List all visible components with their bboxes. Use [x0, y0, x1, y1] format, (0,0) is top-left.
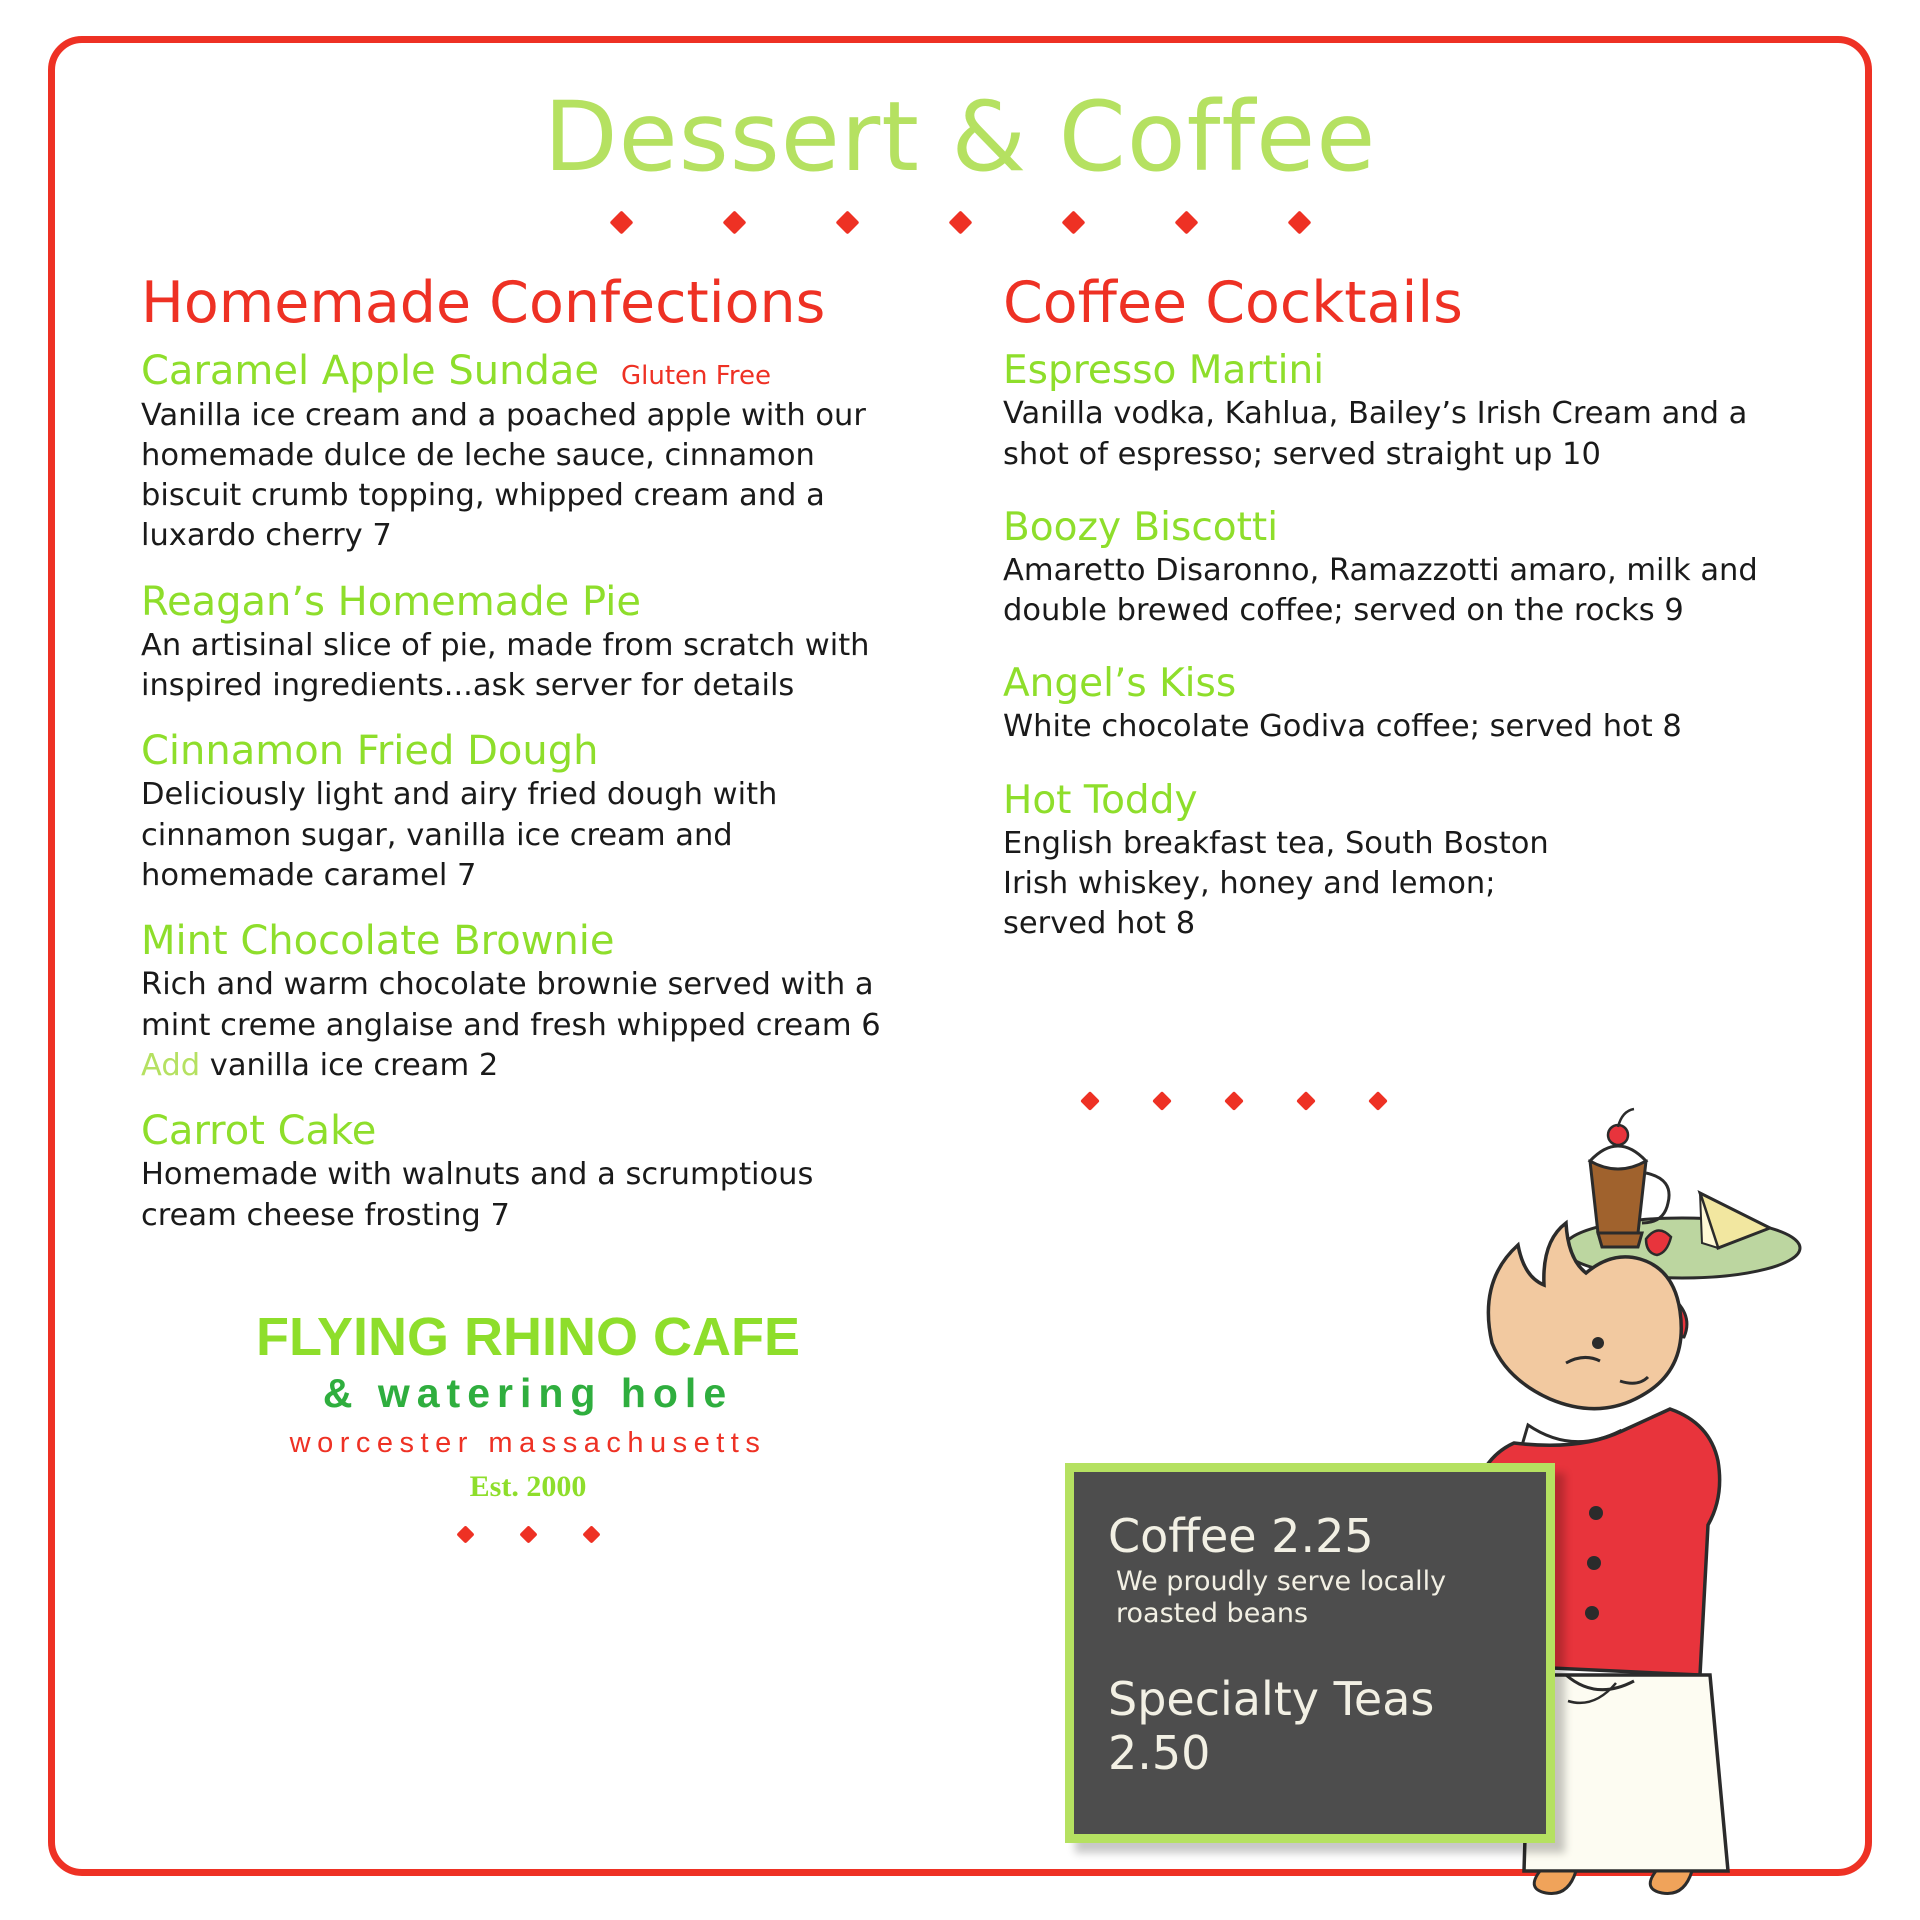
menu-item-description: Vanilla vodka, Kahlua, Bailey’s Irish Cream and a shot of espresso; served straight up 10: [1003, 396, 1748, 472]
menu-item-tag: Gluten Free: [621, 361, 771, 392]
menu-item-name: Carrot Cake: [141, 1108, 377, 1155]
menu-item-name: Mint Chocolate Brownie: [141, 918, 615, 965]
diamond-icon: [519, 1525, 537, 1543]
menu-item-addon: [141, 1046, 975, 1086]
diamond-icon: [1080, 1092, 1100, 1112]
menu-item-name: Espresso Martini: [1003, 348, 1325, 394]
page-title: Dessert & Coffee: [543, 81, 1377, 193]
menu-item-description: Homemade with walnuts and a scrumptious cream cheese frosting 7: [141, 1157, 814, 1233]
diamond-divider-logo: [81, 1528, 975, 1541]
menu-item-name: Caramel Apple Sundae: [141, 348, 599, 395]
diamond-icon: [1061, 210, 1085, 234]
menu-item-description: Rich and warm chocolate brownie served with a mint creme anglaise and fresh whipped cream 6: [141, 967, 881, 1043]
menu-item-description: Deliciously light and airy fried dough with cinnamon sugar, vanilla ice cream and homemade caramel 7: [141, 777, 778, 893]
menu-item-name: Angel’s Kiss: [1003, 661, 1237, 707]
menu-item-name: Reagan’s Homemade Pie: [141, 578, 641, 625]
diamond-icon: [1296, 1092, 1316, 1112]
menu-item: [141, 728, 975, 896]
menu-item-name: Boozy Biscotti: [1003, 504, 1279, 550]
menu-item: [141, 1108, 975, 1236]
menu-item-description: English breakfast tea, South Boston Irish whiskey, honey and lemon; served hot 8: [1003, 825, 1549, 942]
menu-item: [1003, 661, 1815, 747]
tea-price: Specialty Teas 2.50: [1108, 1672, 1435, 1781]
menu-item-description: White chocolate Godiva coffee; served hot 8: [1003, 709, 1682, 745]
menu-item: [1003, 348, 1815, 475]
logo-established: Est. 2000: [469, 1469, 587, 1503]
menu-item-description: Vanilla ice cream and a poached apple with our homemade dulce de leche sauce, cinnamon biscuit crumb topping, whipped cream and a luxardo cherry 7: [141, 397, 866, 554]
coffee-note: We proudly serve locally roasted beans: [1116, 1566, 1447, 1630]
menu-card: [48, 36, 1872, 1876]
diamond-icon: [582, 1525, 600, 1543]
menu-item: [141, 579, 975, 707]
addon-text: vanilla ice cream 2: [209, 1047, 499, 1083]
menu-item: [141, 348, 975, 556]
logo-tagline: & watering hole: [322, 1369, 734, 1416]
diamond-icon: [948, 210, 972, 234]
menu-item-description: An artisinal slice of pie, made from scratch with inspired ingredients...ask server for details: [141, 627, 870, 703]
menu-item-name: Cinnamon Fried Dough: [141, 728, 599, 775]
addon-label: Add: [141, 1047, 201, 1083]
diamond-icon: [1287, 210, 1311, 234]
logo-location: worcester massachusetts: [289, 1426, 767, 1459]
diamond-divider-top: [55, 214, 1865, 231]
diamond-icon: [456, 1525, 474, 1543]
menu-item-description: Amaretto Disaronno, Ramazzotti amaro, milk and double brewed coffee; served on the rocks 9: [1003, 552, 1758, 629]
menu-item: [141, 918, 975, 1086]
section-homemade-confections: [95, 269, 975, 1541]
diamond-icon: [1224, 1092, 1244, 1112]
logo-name: FLYING RHINO CAFE: [255, 1306, 801, 1367]
menu-item: [1003, 505, 1815, 632]
diamond-icon: [1174, 210, 1198, 234]
section-heading: Homemade Confections: [141, 269, 826, 336]
coffee-price-board: [1065, 1463, 1555, 1843]
diamond-icon: [1368, 1092, 1388, 1112]
coffee-price: Coffee 2.25: [1108, 1509, 1374, 1563]
diamond-icon: [722, 210, 746, 234]
restaurant-logo: [81, 1306, 975, 1541]
menu-item: [1003, 778, 1815, 945]
menu-item-name: Hot Toddy: [1003, 777, 1198, 823]
diamond-icon: [835, 210, 859, 234]
diamond-icon: [1152, 1092, 1172, 1112]
section-heading: Coffee Cocktails: [1003, 269, 1463, 336]
diamond-icon: [609, 210, 633, 234]
